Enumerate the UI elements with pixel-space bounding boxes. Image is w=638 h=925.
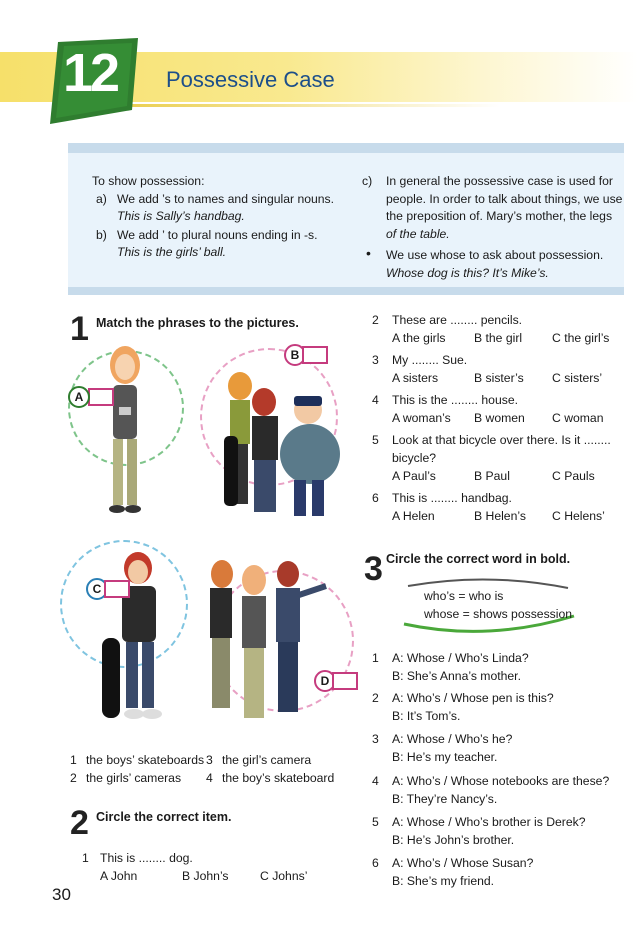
grammar-b-label: b) [96,228,107,242]
q5-option-a[interactable]: A Paul’s [392,469,436,483]
q5-option-b[interactable]: B Paul [474,469,510,483]
picture-label-a: A [68,386,90,408]
d1-b: B: She’s Anna’s mother. [392,669,521,683]
d3-b: B: He’s my teacher. [392,750,498,764]
q1-option-c[interactable]: C Johns’ [260,869,308,883]
d4-a[interactable]: A: Who’s / Whose notebooks are these? [392,774,610,788]
q2-text: These are ........ pencils. [392,313,523,327]
phrase-3-text: the girl’s camera [222,753,312,767]
exercise-1-number: 1 [70,310,89,348]
q3-option-b[interactable]: B sister’s [474,371,524,385]
unit-number: 12 [62,43,118,103]
picture-label-b: B [284,344,306,366]
q4-number: 4 [372,393,379,407]
boys-with-skateboards-illustration [206,366,354,526]
grammar-intro: To show possession: [92,174,205,188]
grammar-a-label: a) [96,192,107,206]
grammar-c-line1: In general the possessive case is used for [386,174,613,188]
q3-text: My ........ Sue. [392,353,468,367]
d3-number: 3 [372,732,379,746]
q6-text: This is ........ handbag. [392,491,512,505]
girls-with-cameras-illustration [196,552,340,728]
q1-number: 1 [82,851,89,865]
q5-number: 5 [372,433,379,447]
d2-a[interactable]: A: Who’s / Whose pen is this? [392,691,554,705]
q4-option-b[interactable]: B women [474,411,525,425]
phrase-4-text: the boy’s skateboard [222,771,335,785]
answer-box-a[interactable] [88,388,114,406]
header-underline [80,104,500,107]
grammar-c-line2: people. In order to talk about things, we use [386,192,623,206]
q3-number: 3 [372,353,379,367]
answer-box-b[interactable] [302,346,328,364]
grammar-c-line4: of the table. [386,227,450,241]
picture-label-d: D [314,670,336,692]
d1-number: 1 [372,651,379,665]
q2-option-c[interactable]: C the girl’s [552,331,610,345]
d4-b: B: They’re Nancy’s. [392,792,498,806]
phrase-2-number: 2 [70,771,77,785]
bubble-line-2: whose = shows possession [424,607,573,621]
exercise-2-title: Circle the correct item. [96,810,232,824]
boy-with-skateboard-illustration [96,546,176,724]
page-title: Possessive Case [166,67,335,92]
d5-a[interactable]: A: Whose / Who’s brother is Derek? [392,815,586,829]
picture-label-c: C [86,578,108,600]
q2-option-a[interactable]: A the girls [392,331,446,345]
q2-option-b[interactable]: B the girl [474,331,523,345]
q3-option-a[interactable]: A sisters [392,371,439,385]
q6-option-b[interactable]: B Helen’s [474,509,526,523]
exercise-1-title: Match the phrases to the pictures. [96,316,299,330]
d6-number: 6 [372,856,379,870]
d1-a[interactable]: A: Whose / Who’s Linda? [392,651,529,665]
exercise-3-title: Circle the correct word in bold. [386,552,571,566]
q5-text: Look at that bicycle over there. Is it ........ [392,433,611,447]
grammar-c-line3: the preposition of. Mary’s mother, the legs [386,209,613,223]
q5-text-continued: bicycle? [392,451,437,465]
page-number: 30 [52,885,71,904]
grammar-c-label: c) [362,174,373,188]
bubble-line-1: who’s = who is [424,589,504,603]
d6-b: B: She’s my friend. [392,874,495,888]
girl-with-camera-illustration [95,343,155,519]
exercise-3-number: 3 [364,550,383,588]
answer-box-d[interactable] [332,672,358,690]
q1-option-b[interactable]: B John’s [182,869,229,883]
d2-number: 2 [372,691,379,705]
grammar-b-text: We add ’ to plural nouns ending in -s. [117,228,318,242]
d6-a[interactable]: A: Who’s / Whose Susan? [392,856,534,870]
answer-box-c[interactable] [104,580,130,598]
q5-option-c[interactable]: C Pauls [552,469,595,483]
q2-number: 2 [372,313,379,327]
d5-b: B: He’s John’s brother. [392,833,515,847]
exercise-2-number: 2 [70,804,89,842]
q3-option-c[interactable]: C sisters’ [552,371,603,385]
phrase-1-number: 1 [70,753,77,767]
q4-option-c[interactable]: C woman [552,411,604,425]
grammar-a-text: We add ’s to names and singular nouns. [117,192,335,206]
grammar-b-example: This is the girls’ ball. [117,245,227,259]
grammar-bullet-example: Whose dog is this? It’s Mike’s. [386,266,549,280]
d2-b: B: It’s Tom’s. [392,709,461,723]
q6-number: 6 [372,491,379,505]
q6-option-c[interactable]: C Helens’ [552,509,605,523]
q1-option-a[interactable]: A John [100,869,138,883]
phrase-1-text: the boys’ skateboards [86,753,205,767]
q1-text: This is ........ dog. [100,851,193,865]
phrase-2-text: the girls’ cameras [86,771,182,785]
q4-text: This is the ........ house. [392,393,518,407]
phrase-3-number: 3 [206,753,213,767]
d3-a[interactable]: A: Whose / Who’s he? [392,732,513,746]
q6-option-a[interactable]: A Helen [392,509,435,523]
bullet-icon: • [366,245,371,261]
grammar-bullet-text: We use whose to ask about possession. [386,248,604,262]
grammar-a-example: This is Sally’s handbag. [117,209,245,223]
phrase-4-number: 4 [206,771,213,785]
q4-option-a[interactable]: A woman’s [392,411,451,425]
d5-number: 5 [372,815,379,829]
d4-number: 4 [372,774,379,788]
